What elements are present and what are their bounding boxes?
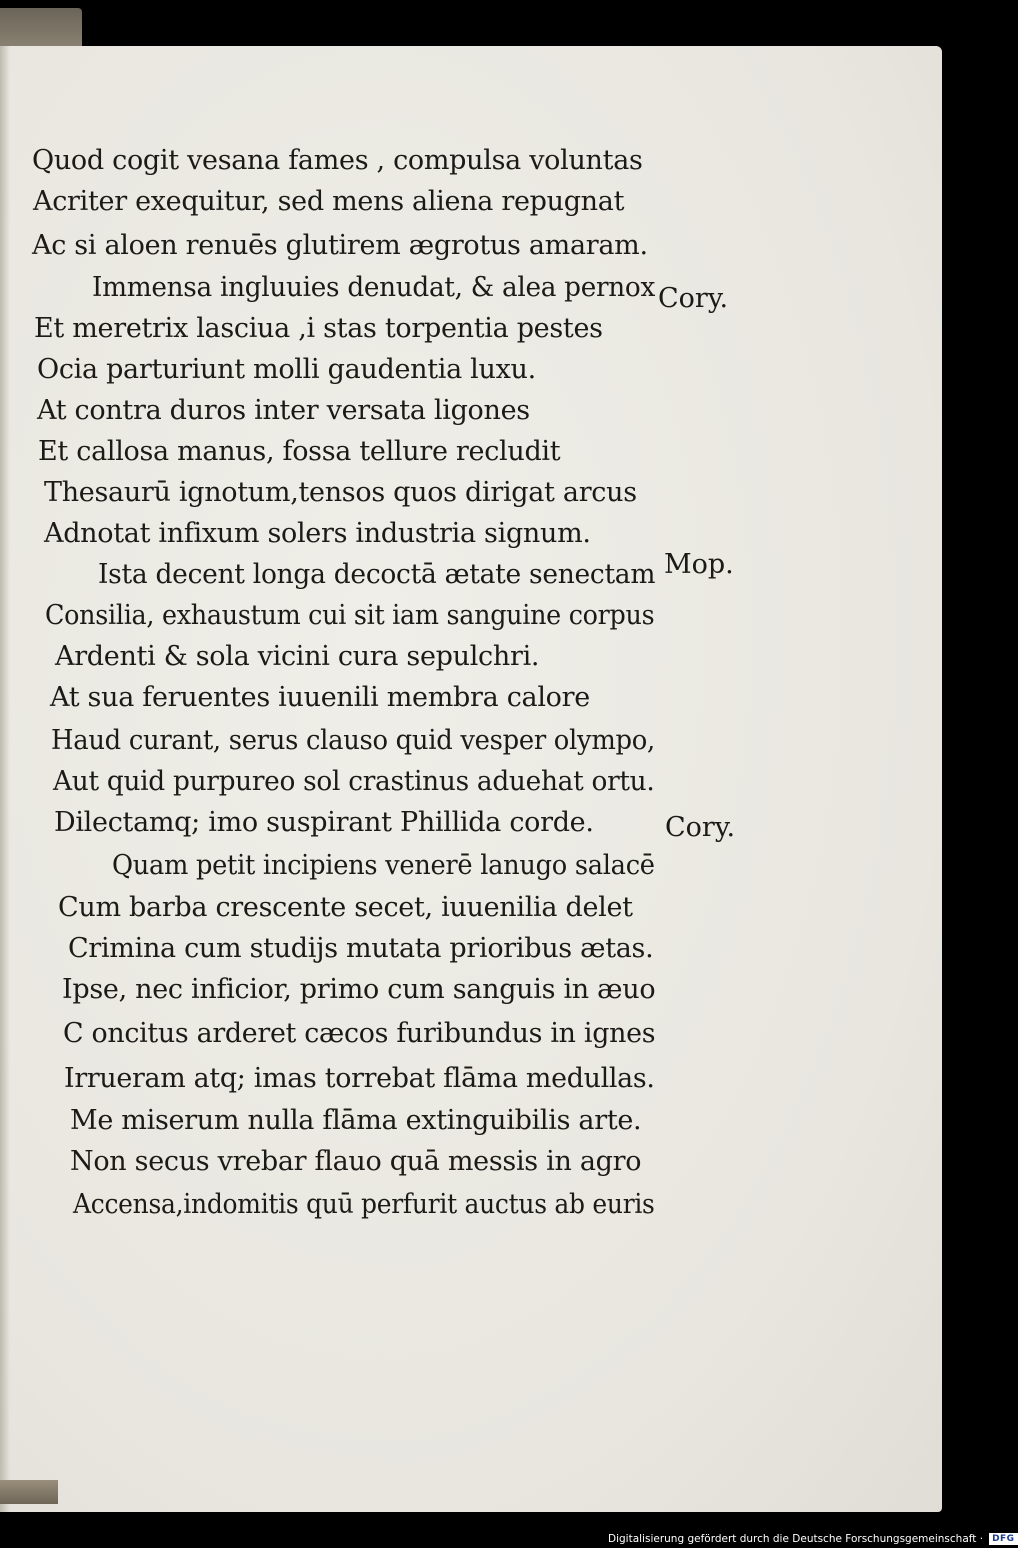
speaker-label: Cory.	[665, 812, 736, 843]
verse-line: Me miserum nulla flāma extinguibilis arte.	[70, 1105, 642, 1136]
verse-line: Cum barba crescente secet, iuuenilia delet	[58, 892, 633, 923]
verse-line: Acriter exequitur, sed mens aliena repugnat	[33, 186, 625, 217]
digitization-credit	[608, 1530, 1018, 1548]
binding-edge-bottom	[0, 1480, 58, 1504]
verse-line: Irrueram atq; imas torrebat flāma medullas.	[64, 1063, 655, 1094]
verse-line: Crimina cum studijs mutata prioribus ætas.	[68, 933, 654, 964]
verse-line: Non secus vrebar flauo quā messis in agro	[70, 1146, 642, 1177]
verse-line: Haud curant, serus clauso quid vesper olympo,	[51, 725, 655, 756]
speaker-label: Mop.	[664, 549, 734, 580]
verse-line: Consilia, exhaustum cui sit iam sanguine corpus	[45, 600, 655, 631]
verse-line: Adnotat infixum solers industria signum.	[44, 518, 591, 549]
verse-line: C oncitus arderet cæcos furibundus in ignes	[63, 1018, 656, 1049]
verse-line: Immensa ingluuies denudat, & alea pernox	[92, 272, 656, 303]
credit-text: Digitalisierung gefördert durch die Deutsche Forschungsgemeinschaft ·	[608, 1533, 984, 1545]
verse-line: Ipse, nec inficior, primo cum sanguis in æuo	[62, 974, 656, 1005]
speaker-label: Cory.	[658, 283, 729, 314]
verse-line: Et callosa manus, fossa tellure recludit	[38, 436, 561, 467]
verse-line: Thesaurū ignotum,tensos quos dirigat arcus	[44, 477, 637, 508]
verse-line: At sua feruentes iuuenili membra calore	[50, 682, 590, 713]
verse-line: Accensa,indomitis quū perfurit auctus ab euris	[73, 1189, 655, 1220]
verse-line: Aut quid purpureo sol crastinus aduehat ortu.	[53, 766, 655, 797]
verse-line: Ista decent longa decoctā ætate senectam	[98, 559, 656, 590]
verse-line: Ocia parturiunt molli gaudentia luxu.	[37, 354, 536, 385]
verse-line: Quod cogit vesana fames , compulsa voluntas	[32, 145, 643, 176]
verse-line: Quam petit incipiens venerē lanugo salacē	[112, 850, 655, 881]
verse-line: Dilectamq; imo suspirant Phillida corde.	[54, 807, 594, 838]
verse-line: At contra duros inter versata ligones	[37, 395, 530, 426]
verse-line: Ardenti & sola vicini cura sepulchri.	[55, 641, 540, 672]
verse-line: Ac si aloen renuēs glutirem ægrotus amaram.	[32, 230, 648, 261]
verse-line: Et meretrix lasciua ,i stas torpentia pestes	[34, 313, 603, 344]
dfg-logo: DFG	[989, 1533, 1018, 1545]
